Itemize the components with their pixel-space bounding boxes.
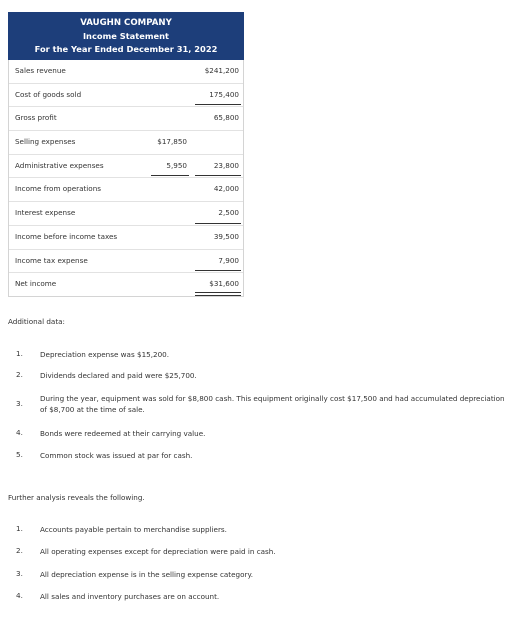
statement-row-gross-profit	[9, 107, 243, 131]
statement-row-income-before-taxes	[9, 226, 243, 250]
statement-period: For the Year Ended December 31, 2022	[34, 44, 218, 54]
underline	[195, 104, 241, 105]
row-subamount: 5,950	[166, 160, 187, 170]
list-number: 1.	[16, 349, 23, 358]
additional-data-title: Additional data:	[8, 317, 65, 326]
underline	[195, 175, 241, 176]
statement-row-income-tax-expense	[9, 250, 243, 274]
list-text: All operating expenses except for depreciation were paid in cash.	[40, 547, 276, 556]
list-text: Common stock was issued at par for cash.	[40, 451, 193, 460]
statement-row-administrative-expenses	[9, 155, 243, 179]
statement-row-cost-of-goods-sold	[9, 84, 243, 108]
statement-row-income-from-operations	[9, 178, 243, 202]
list-text: Bonds were redeemed at their carrying value.	[40, 429, 206, 438]
statement-title: Income Statement	[82, 31, 170, 41]
underline	[151, 175, 189, 176]
row-amount: 39,500	[213, 231, 239, 241]
row-label: Interest expense	[15, 208, 76, 218]
underline	[195, 223, 241, 224]
double-underline	[195, 292, 241, 296]
row-amount: 23,800	[213, 160, 239, 170]
row-label: Income tax expense	[15, 255, 88, 265]
list-text: Depreciation expense was $15,200.	[40, 350, 170, 359]
statement-row-sales-revenue	[9, 60, 243, 84]
list-text: Accounts payable pertain to merchandise suppliers.	[40, 525, 227, 534]
row-label: Administrative expenses	[15, 160, 104, 170]
underline	[195, 270, 241, 271]
list-text: All depreciation expense is in the selling expense category.	[40, 570, 253, 579]
list-number: 3.	[16, 569, 23, 578]
statement-row-selling-expenses	[9, 131, 243, 155]
list-number: 5.	[16, 450, 23, 459]
statement-row-net-income	[9, 273, 243, 296]
row-label: Selling expenses	[15, 137, 76, 147]
company-name: VAUGHN COMPANY	[80, 18, 172, 28]
list-number: 4.	[16, 428, 23, 437]
row-amount: 42,000	[213, 184, 239, 194]
list-number: 2.	[16, 370, 23, 379]
row-amount: 175,400	[209, 89, 239, 99]
row-amount: 65,800	[213, 113, 239, 123]
income-statement-table	[8, 60, 244, 297]
list-text: Dividends declared and paid were $25,700.	[40, 371, 197, 380]
list-number: 4.	[16, 591, 23, 600]
row-amount: $31,600	[209, 279, 239, 289]
list-text: All sales and inventory purchases are on account.	[40, 592, 220, 601]
further-analysis-title: Further analysis reveals the following.	[8, 493, 145, 502]
row-label: Sales revenue	[15, 66, 66, 75]
statement-header	[8, 12, 244, 60]
list-text: During the year, equipment was sold for $8,800 cash. This equipment originally cost $17,500 and had accumulated depreciation of $8,700 at the time of sale.	[40, 394, 505, 414]
row-label: Net income	[15, 279, 57, 289]
row-label: Gross profit	[15, 113, 57, 123]
row-label: Cost of goods sold	[15, 89, 82, 99]
row-label: Income before income taxes	[15, 231, 118, 241]
list-number: 3.	[16, 399, 23, 408]
row-amount: 7,900	[218, 255, 239, 265]
list-number: 1.	[16, 524, 23, 533]
row-label: Income from operations	[15, 184, 101, 194]
statement-row-interest-expense	[9, 202, 243, 226]
row-subamount: $17,850	[157, 137, 187, 147]
row-amount: $241,200	[204, 66, 239, 75]
list-number: 2.	[16, 546, 23, 555]
row-amount: 2,500	[218, 208, 239, 218]
